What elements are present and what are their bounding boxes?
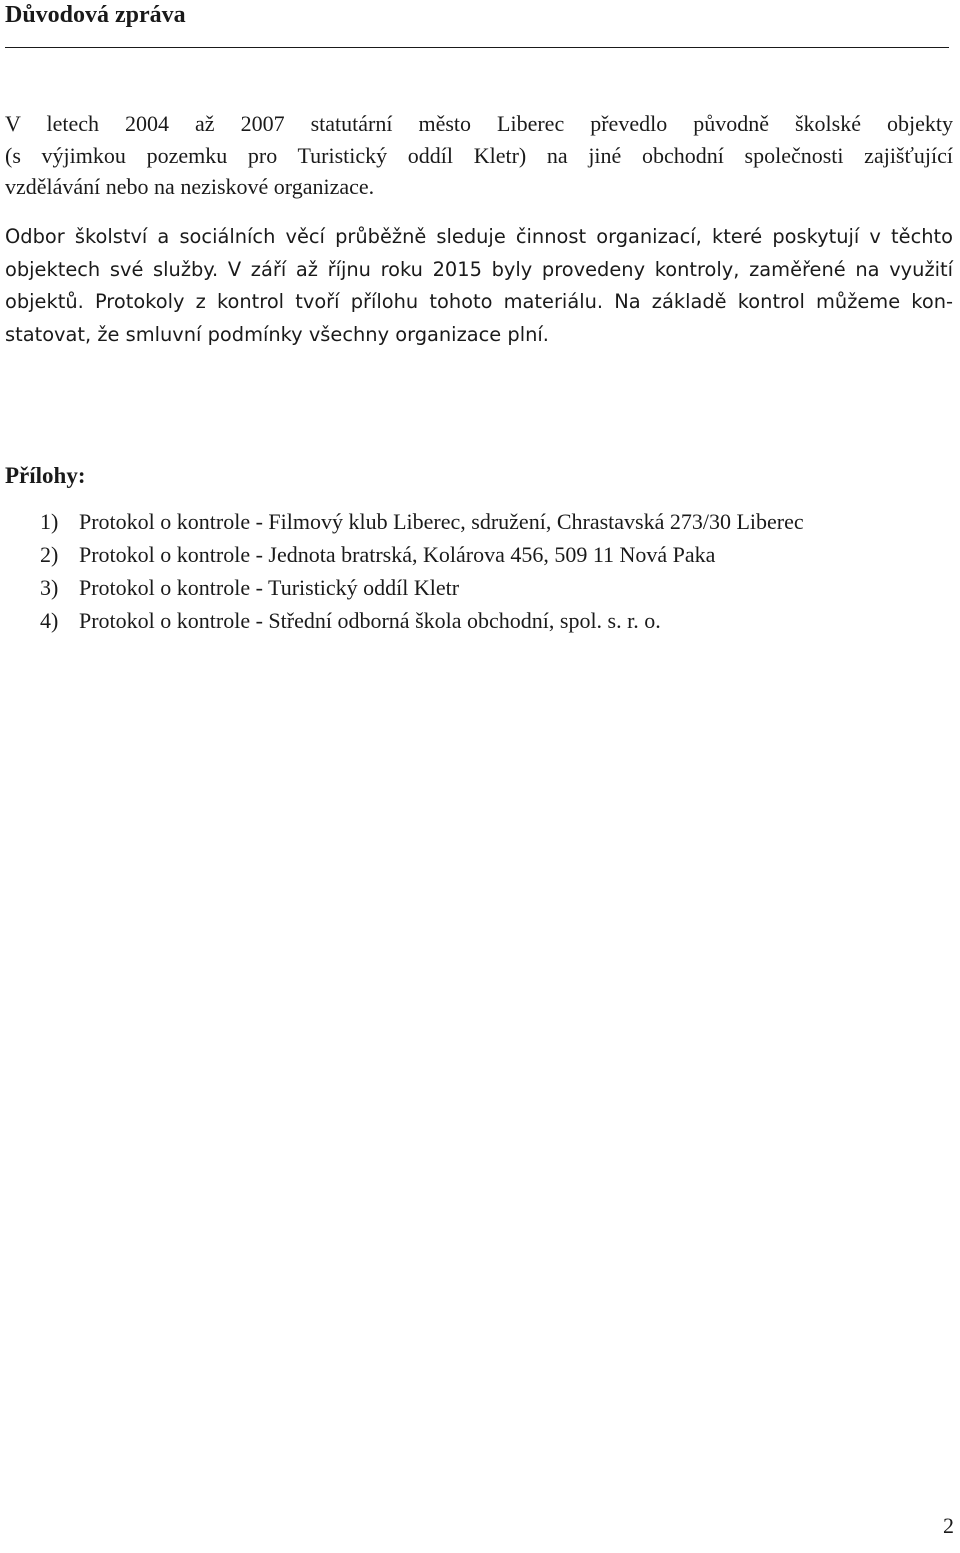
paragraph-line: Odbor školství a sociálních věcí průběžně sleduje činnost organizací, které poskytují v těchto <box>5 225 953 248</box>
attachment-text: Protokol o kontrole - Filmový klub Liberec, sdružení, Chrastavská 273/30 Liberec <box>79 509 804 534</box>
paragraph-line: vzdělávání nebo na neziskové organizace. <box>5 174 375 199</box>
title-underline-divider <box>5 47 949 48</box>
attachment-text: Protokol o kontrole - Jednota bratrská, Kolárova 456, 509 11 Nová Paka <box>79 542 716 567</box>
attachments-heading: Přílohy: <box>5 463 86 488</box>
paragraph-line: (s výjimkou pozemku pro Turistický oddíl Kletr) na jiné obchodní společnosti zajišťující <box>5 142 953 168</box>
attachment-number: 1) <box>40 509 59 534</box>
attachment-item <box>40 604 804 637</box>
paragraph-line: statovat, že smluvní podmínky všechny organizace plní. <box>5 322 549 346</box>
paragraph-line: V letech 2004 až 2007 statutární město Liberec převedlo původně školské objekty <box>5 111 953 136</box>
attachment-number: 3) <box>40 575 59 600</box>
attachment-item <box>40 538 804 571</box>
attachment-text: Protokol o kontrole - Turistický oddíl Kletr <box>79 575 460 600</box>
inspection-paragraph <box>5 221 953 351</box>
document-title: Důvodová zpráva <box>5 2 186 28</box>
attachments-list <box>40 505 804 637</box>
attachment-text: Protokol o kontrole - Střední odborná škola obchodní, spol. s. r. o. <box>79 608 661 633</box>
paragraph-line: objektů. Protokoly z kontrol tvoří přílohu tohoto materiálu. Na základě kontrol můžeme kon- <box>5 290 953 313</box>
page-number: 2 <box>943 1513 954 1538</box>
attachment-item <box>40 505 804 538</box>
intro-paragraph <box>5 108 953 203</box>
attachment-number: 2) <box>40 542 59 567</box>
attachment-item <box>40 571 804 604</box>
paragraph-line: objektech své služby. V září až říjnu roku 2015 byly provedeny kontroly, zaměřené na využití <box>5 257 953 281</box>
attachment-number: 4) <box>40 608 59 633</box>
